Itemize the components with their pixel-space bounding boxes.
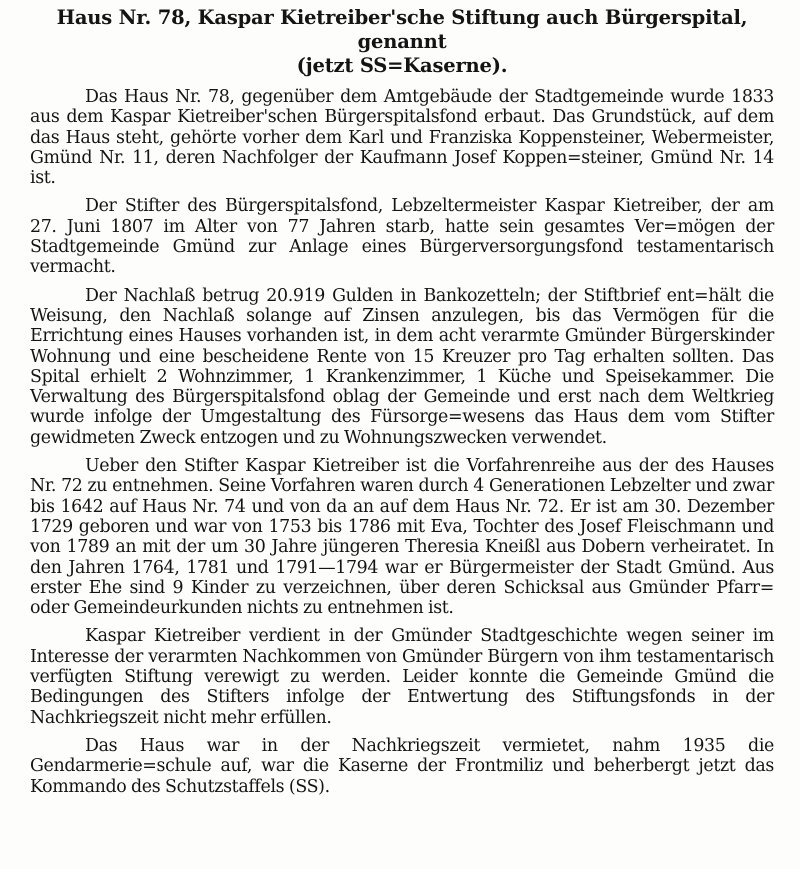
paragraph-6: Das Haus war in der Nachkriegszeit vermietet, nahm 1935 die Gendarmerie=schule auf, war die Kaserne der Frontmiliz und beherbergt jetzt das Kommando des Schutzstaffels (SS). bbox=[30, 735, 774, 797]
document-title bbox=[30, 6, 774, 78]
title-line-2: (jetzt SS=Kaserne). bbox=[296, 54, 508, 77]
body-text bbox=[30, 87, 774, 797]
paragraph-2: Der Stifter des Bürgerspitalsfond, Lebzeltermeister Kaspar Kietreiber, der am 27. Juni 1807 im Alter von 77 Jahren starb, hatte sein gesamtes Ver=mögen der Stadtgemeinde Gmünd zur Anlage eines Bürgerversorgungsfond testamentarisch vermacht. bbox=[30, 196, 774, 278]
paragraph-1: Das Haus Nr. 78, gegenüber dem Amtgebäude der Stadtgemeinde wurde 1833 aus dem Kaspar Kietreiber'schen Bürgerspitalsfond erbaut. Das Grundstück, auf dem das Haus steht, gehörte vorher dem Karl und Franziska Koppensteiner, Webermeister, Gmünd Nr. 11, deren Nachfolger der Kaufmann Josef Koppen=steiner, Gmünd Nr. 14 ist. bbox=[30, 87, 774, 189]
paragraph-4: Ueber den Stifter Kaspar Kietreiber ist die Vorfahrenreihe aus der des Hauses Nr. 72 zu entnehmen. Seine Vorfahren waren durch 4 Generationen Lebzelter und zwar bis 1642 auf Haus Nr. 74 und von da an auf dem Haus Nr. 72. Er ist am 30. Dezember 1729 geboren und war von 1753 bis 1786 mit Eva, Tochter des Josef Fleischmann und von 1789 an mit der um 30 Jahre jüngeren Theresia Kneißl aus Dobern verheiratet. In den Jahren 1764, 1781 und 1791—1794 war er Bürgermeister der Stadt Gmünd. Aus erster Ehe sind 9 Kinder zu verzeichnen, über deren Schicksal aus Gmünder Pfarr= oder Gemeindeurkunden nichts zu entnehmen ist. bbox=[30, 456, 774, 619]
paragraph-5: Kaspar Kietreiber verdient in der Gmünder Stadtgeschichte wegen seiner im Interesse der verarmten Nachkommen von Gmünder Bürgern von ihm testamentarisch verfügten Stiftung verewigt zu werden. Leider konnte die Gemeinde Gmünd die Bedingungen des Stifters infolge der Entwertung des Stiftungsfonds in der Nachkriegszeit nicht mehr erfüllen. bbox=[30, 626, 774, 728]
title-line-1: Haus Nr. 78, Kaspar Kietreiber'sche Stiftung auch Bürgerspital, genannt bbox=[56, 6, 748, 53]
paragraph-3: Der Nachlaß betrug 20.919 Gulden in Bankozetteln; der Stiftbrief ent=hält die Weisung, den Nachlaß solange auf Zinsen anzulegen, bis das Vermögen für die Errichtung eines Hauses vorhanden ist, in dem acht verarmte Gmünder Bürgerskinder Wohnung und eine bescheidene Rente von 15 Kreuzer pro Tag erhalten sollten. Das Spital erhielt 2 Wohnzimmer, 1 Krankenzimmer, 1 Küche und Speisekammer. Die Verwaltung des Bürgerspitalsfond oblag der Gemeinde und erst nach dem Weltkrieg wurde infolge der Umgestaltung des Fürsorge=wesens das Haus dem vom Stifter gewidmeten Zweck entzogen und zu Wohnungszwecken verwendet. bbox=[30, 285, 774, 448]
